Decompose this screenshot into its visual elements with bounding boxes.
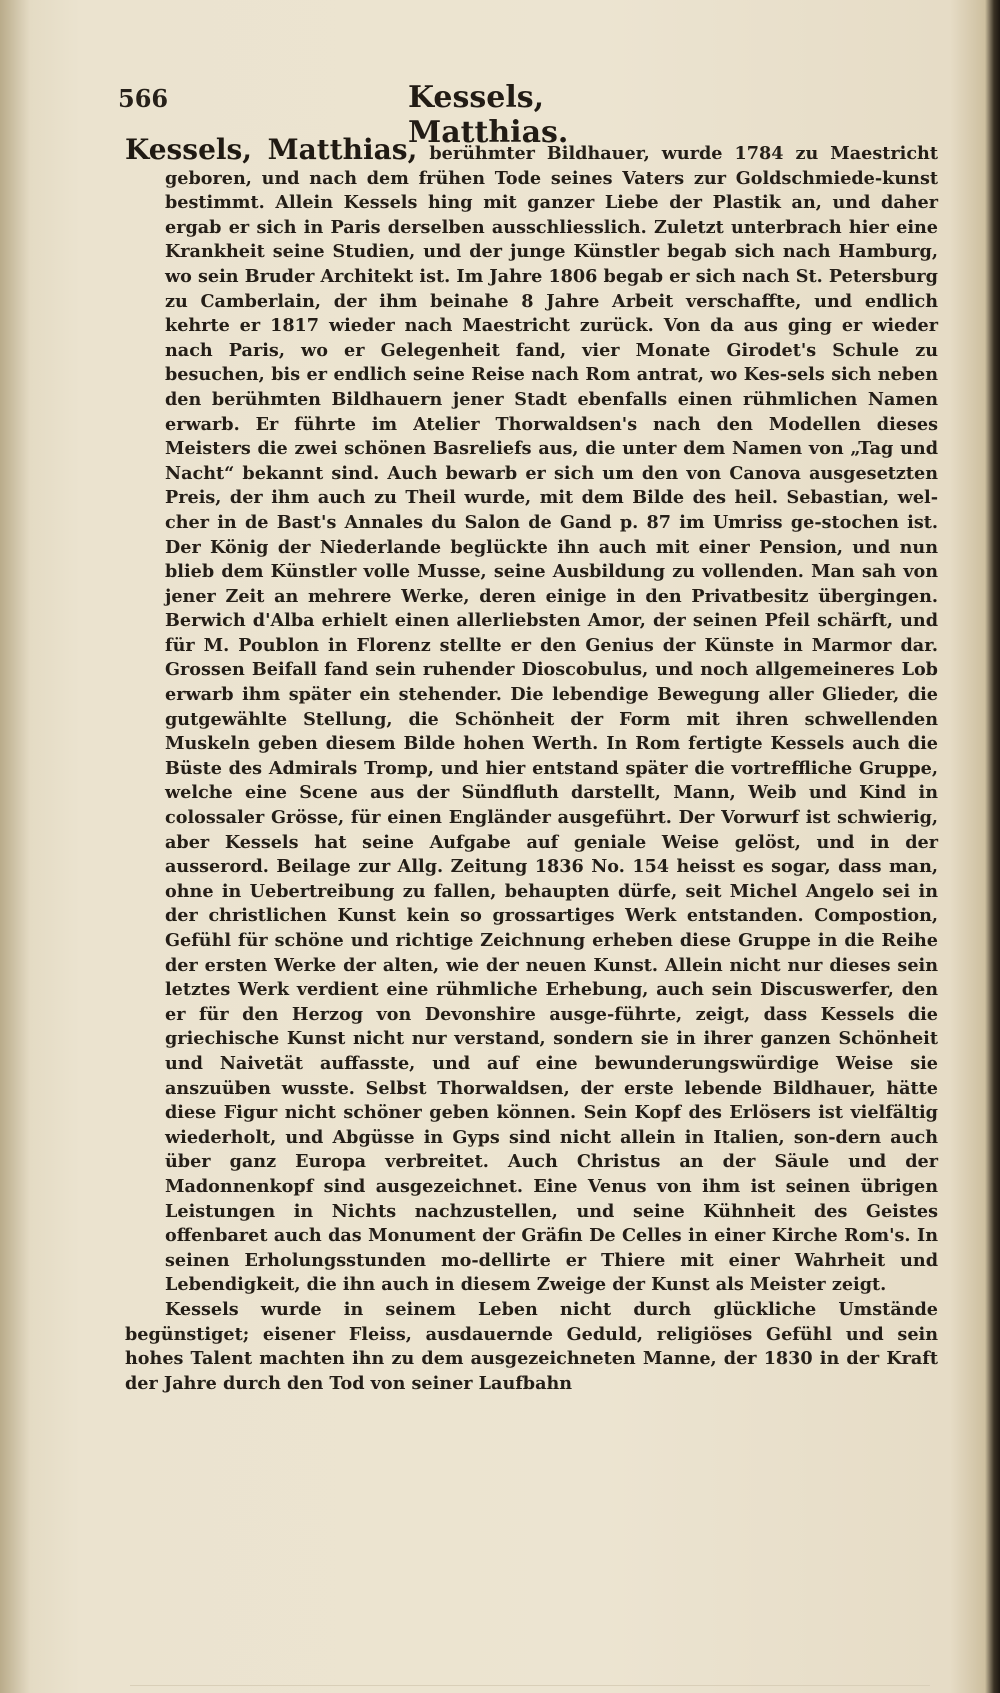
- article-headword: Kessels, Matthias,: [125, 133, 418, 166]
- article-paragraph-2: [125, 1298, 938, 1396]
- paragraph-2-text: Kessels wurde in seinem Leben nicht durch glückliche Umstände begünstiget; eisener Fleiss, ausdauernde Geduld, religiöses Gefühl und sein hohes Talent machten ihn zu dem ausgezeichneten Manne, der 1830 in der Kraft der Jahre durch den Tod von seiner Laufbahn: [125, 1298, 938, 1394]
- article-paragraph-1: [125, 133, 938, 1298]
- article-body: [125, 133, 938, 1396]
- paragraph-1-text: berühmter Bildhauer, wurde 1784 zu Maestricht geboren, und nach dem frühen Tode seines Vaters zur Goldschmiede-kunst bestimmt. Allein Kessels hing mit ganzer Liebe der Plastik an, und daher ergab er sich in Paris derselben ausschliesslich. Zuletzt unterbrach hier eine Krankheit seine Studien, und der junge Künstler begab sich nach Hamburg, wo sein Bruder Architekt ist. Im Jahre 1806 begab er sich nach St. Petersburg zu Camberlain, der ihm beinahe 8 Jahre Arbeit verschaffte, und endlich kehrte er 1817 wieder nach Maestricht zurück. Von da aus ging er wieder nach Paris, wo er Gelegenheit fand, vier Monate Girodet's Schule zu besuchen, bis er endlich seine Reise nach Rom antrat, wo Kes-sels sich neben den berühmten Bildhauern jener Stadt ebenfalls einen rühmlichen Namen erwarb. Er führte im Atelier Thorwaldsen's nach den Modellen dieses Meisters die zwei schönen Basreliefs aus, die unter dem Namen von „Tag und Nacht“ bekannt sind. Auch bewarb er sich um den von Canova ausgesetzten Preis, der ihm auch zu Theil wurde, mit dem Bilde des heil. Sebastian, wel-cher in de Bast's Annales du Salon de Gand p. 87 im Umriss ge-stochen ist. Der König der Niederlande beglückte ihn auch mit einer Pension, und nun blieb dem Künstler volle Musse, seine Ausbildung zu vollenden. Man sah von jener Zeit an mehrere Werke, deren einige in den Privatbesitz übergingen. Berwich d'Alba erhielt einen allerliebsten Amor, der seinen Pfeil schärft, und für M. Poublon in Florenz stellte er den Genius der Künste in Marmor dar. Grossen Beifall fand sein ruhender Dioscobulus, und noch allgemeineres Lob erwarb ihm später ein stehender. Die lebendige Bewegung aller Glieder, die gutgewählte Stellung, die Schönheit der Form mit ihren schwellenden Muskeln geben diesem Bilde hohen Werth. In Rom fertigte Kessels auch die Büste des Admirals Tromp, und hier entstand später die vortreffliche Gruppe, welche eine Scene aus der Sündfluth darstellt, Mann, Weib und Kind in colossaler Grösse, für einen Engländer ausgeführt. Der Vorwurf ist schwierig, aber Kessels hat seine Aufgabe auf geniale Weise gelöst, und in der ausserord. Beilage zur Allg. Zeitung 1836 No. 154 heisst es sogar, dass man, ohne in Uebertreibung zu fallen, behaupten dürfe, seit Michel Angelo sei in der christlichen Kunst kein so grossartiges Werk entstanden. Compostion, Gefühl für schöne und richtige Zeichnung erheben diese Gruppe in die Reihe der ersten Werke der alten, wie der neuen Kunst. Allein nicht nur dieses sein letztes Werk verdient eine rühmliche Erhebung, auch sein Discuswerfer, den er für den Herzog von Devonshire ausge-führte, zeigt, dass Kessels die griechische Kunst nicht nur verstand, sondern sie in ihrer ganzen Schönheit und Naivetät auffasste, und auf eine bewunderungswürdige Weise sie anszuüben wusste. Selbst Thorwaldsen, der erste lebende Bildhauer, hätte diese Figur nicht schöner geben können. Sein Kopf des Erlösers ist vielfältig wiederholt, und Abgüsse in Gyps sind nicht allein in Italien, son-dern auch über ganz Europa verbreitet. Auch Christus an der Säule und der Madonnenkopf sind ausgezeichnet. Eine Venus von ihm ist seinen übrigen Leistungen in Nichts nachzustellen, und seine Kühnheit des Geistes offenbaret auch das Monument der Gräfin De Celles in einer Kirche Rom's. In seinen Erholungsstunden mo-dellirte er Thiere mit einer Wahrheit und Lebendigkeit, die ihn auch in diesem Zweige der Kunst als Meister zeigt.: [165, 143, 938, 1296]
- running-title: Kessels, Matthias.: [408, 80, 569, 150]
- running-head: [118, 80, 658, 150]
- page-number: 566: [118, 84, 169, 113]
- page-bottom-edge: [130, 1685, 930, 1686]
